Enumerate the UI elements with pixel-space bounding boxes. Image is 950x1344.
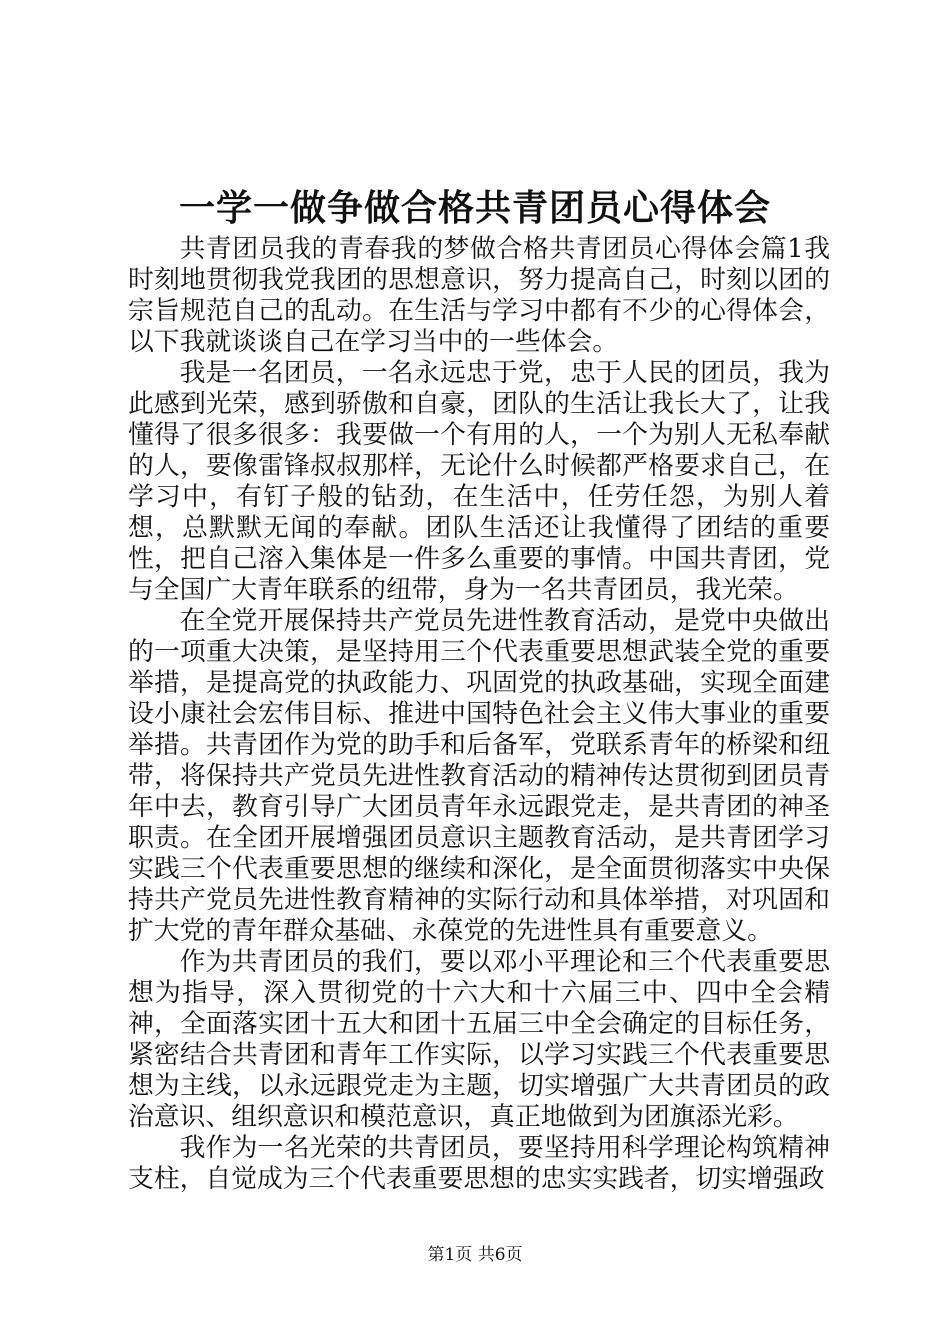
paragraph-2: 我是一名团员，一名永远忠于党，忠于人民的团员，我为此感到光荣，感到骄傲和自豪，团队的生活让我长大了，让我懂得了很多很多：我要做一个有用的人，一个为别人无私奉献的人，要像雷锋叔叔那样，无论什么时候都严格要求自己，在学习中，有钉子般的钻劲，在生活中，任劳任怨，为别人着想，总默默无闻的奉献。团队生活还让我懂得了团结的重要性，把自己溶入集体是一件多么重要的事情。中国共青团，党与全国广大青年联系的纽带，身为一名共青团员，我光荣。 (128, 358, 830, 605)
paragraph-5: 我作为一名光荣的共青团员，要坚持用科学理论构筑精神支柱，自觉成为三个代表重要思想的忠实实践者，切实增强政 (128, 1133, 830, 1194)
paragraph-4: 作为共青团员的我们，要以邓小平理论和三个代表重要思想为指导，深入贯彻党的十六大和十六届三中、四中全会精神，全面落实团十五大和团十五届三中全会确定的目标任务，紧密结合共青团和青年工作实际，以学习实践三个代表重要思想为主线，以永远跟党走为主题，切实增强广大共青团员的政治意识、组织意识和模范意识，真正地做到为团旗添光彩。 (128, 947, 830, 1132)
document-body (128, 234, 830, 1195)
page-number-footer: 第1页 共6页 (427, 1245, 523, 1265)
paragraph-1: 共青团员我的青春我的梦做合格共青团员心得体会篇1我时刻地贯彻我党我团的思想意识，努力提高自己，时刻以团的宗旨规范自己的乱动。在生活与学习中都有不少的心得体会，以下我就谈谈自己在学习当中的一些体会。 (128, 234, 830, 357)
document-title: 一学一做争做合格共青团员心得体会 (178, 187, 771, 229)
paragraph-3: 在全党开展保持共产党员先进性教育活动，是党中央做出的一项重大决策，是坚持用三个代表重要思想武装全党的重要举措，是提高党的执政能力、巩固党的执政基础，实现全面建设小康社会宏伟目标、推进中国特色社会主义伟大事业的重要举措。共青团作为党的助手和后备军，党联系青年的桥梁和纽带，将保持共产党员先进性教育活动的精神传达贯彻到团员青年中去，教育引导广大团员青年永远跟党走，是共青团的神圣职责。在全团开展增强团员意识主题教育活动，是共青团学习实践三个代表重要思想的继续和深化，是全面贯彻落实中央保持共产党员先进性教育精神的实际行动和具体举措，对巩固和扩大党的青年群众基础、永葆党的先进性具有重要意义。 (128, 606, 830, 946)
